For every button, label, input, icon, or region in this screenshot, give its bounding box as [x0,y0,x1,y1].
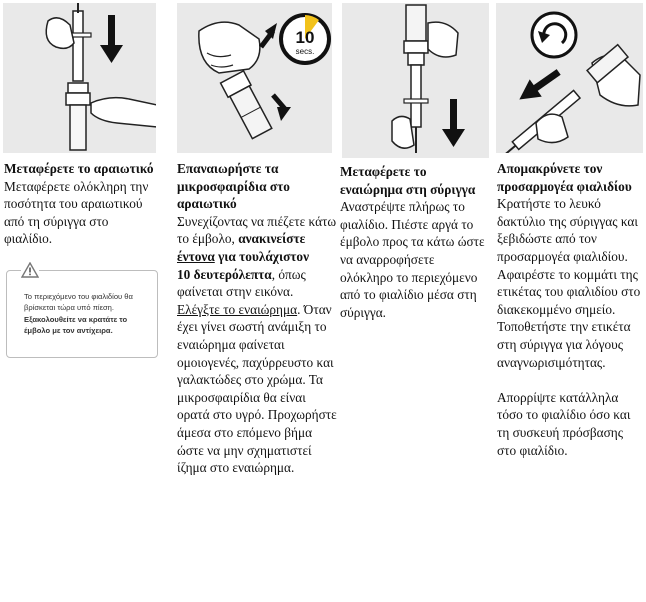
step4-body-1: Κρατήστε το λευκό δακτύλιο της σύριγγας και ξεβιδώστε από τον προσαρμογέα φιαλιδίου. [497,196,638,264]
timer-unit: secs. [295,47,315,56]
step1-body: Μεταφέρετε ολόκληρη την ποσότητα του αραιωτικού από τη σύριγγα στο φιαλίδιο. [4,178,149,247]
step2-instruction [177,213,337,301]
step2-body-bold3: 10 δευτερόλεπτα [177,266,272,282]
warning-line-1: Το περιεχόμενο του φιαλιδίου θα βρίσκεται τώρα υπό πίεση. [24,292,133,313]
step3-body: Αναστρέψτε πλήρως το φιαλίδιο. Πιέστε αργά το έμβολο προς τα κάτω ώστε να αναρροφήσετε ολόκληρο το περιεχόμενο από το φιαλίδιο μέσα στη σύριγγα. [340,199,485,320]
warning-icon [21,262,39,278]
inverted-vial-illustration [342,3,489,158]
remove-adapter-illustration [496,3,643,153]
step2-body-post: , όπως φαίνεται στην εικόνα. [177,266,306,300]
step2-check-underlined: Ελέγξτε το εναιώρημα [177,301,298,317]
shake-vial-illustration [177,3,332,153]
step3-title: Μεταφέρετε το εναιώρημα στη σύριγγα [340,164,476,197]
step1-title: Μεταφέρετε το αραιωτικό [4,161,154,176]
step2-body-pre: Συνεχίζοντας να πιέζετε κάτω το έμβολο, [177,213,337,247]
step4-body-2: Αφαιρέστε το κομμάτι της ετικέτας του φιαλιδίου στο διακεκομμένο σημείο. Τοποθετήστε την ετικέτα στη σύριγγα για λόγους αναγνωρισιμότητας. [497,266,641,370]
step2-illustration [177,3,332,153]
timer-number: 10 [295,28,315,47]
step4-text [497,160,643,459]
step4-illustration [496,3,643,153]
syringe-into-vial-illustration [3,3,156,153]
step3-text [340,163,490,321]
step2-check [177,301,337,477]
step1-text [4,160,159,248]
warning-line-2: Εξακολουθείτε να κρατάτε το έμβολο με τον αντίχειρα. [24,314,128,335]
pressure-warning-box [6,270,158,358]
step3-illustration [342,3,489,158]
step2-body-bold1: ανακινείστε [238,231,306,247]
step1-illustration [3,3,156,153]
step2-text [177,160,337,477]
step2-check-rest: . Όταν έχει γίνει σωστή ανάμιξη το εναιώρημα φαίνεται ομοιογενές, παχύρρευστο και γαλακτώδες στο χρώμα. Τα μικροσφαιρίδια θα είναι ορατά στο υγρό. Προχωρήστε άμεσα στο επόμενο βήμα ώστε να μην σχηματιστεί ίζημα στο εναιώρημα. [177,301,337,476]
step2-title: Επαναιωρήστε τα μικροσφαιρίδια στο αραιωτικό [177,161,290,212]
step4-body-3: Απορρίψτε κατάλληλα τόσο το φιαλίδιο όσο και τη συσκευή πρόσβασης στο φιαλίδιο. [497,389,631,458]
step2-body-underlined: έντονα [177,248,215,264]
step4-title: Απομακρύνετε τον προσαρμογέα φιαλιδίου [497,161,632,194]
step2-body-bold2: για τουλάχιστον [214,248,310,264]
